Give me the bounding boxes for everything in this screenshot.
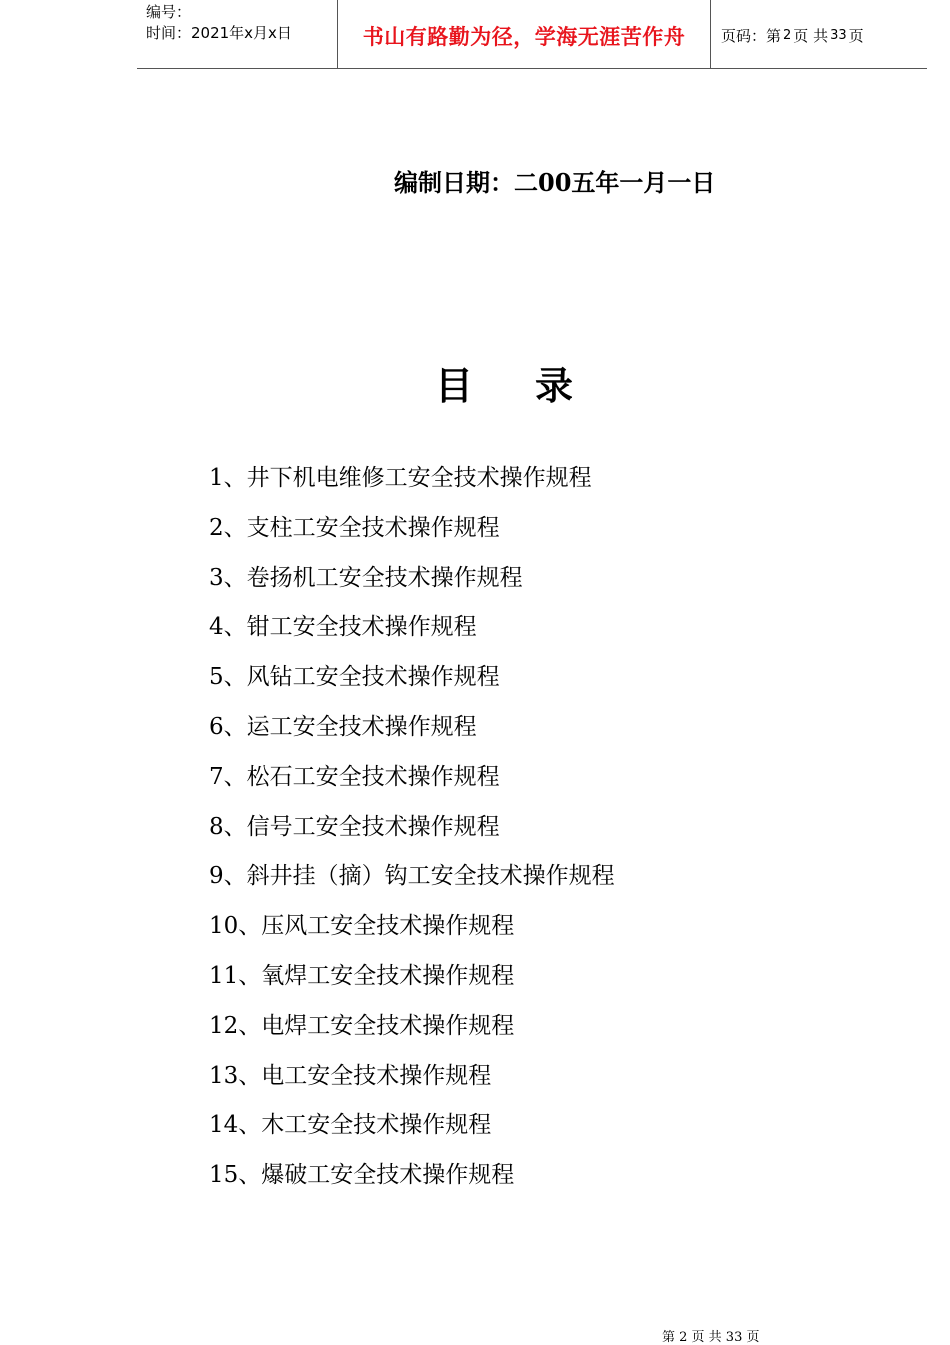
toc-item[interactable]: 6、运工安全技术操作规程 (209, 713, 477, 740)
toc-item[interactable]: 12、电焊工安全技术操作规程 (209, 1012, 515, 1039)
document-time: 时间：2021年x月x日 (146, 24, 292, 42)
toc-item[interactable]: 4、钳工安全技术操作规程 (209, 614, 477, 641)
toc-title: 目录 (434, 363, 635, 408)
page-header (137, 0, 927, 69)
toc-item[interactable]: 5、风钻工安全技术操作规程 (209, 664, 500, 691)
page-footer: 第 2 页 共 33 页 (662, 1330, 760, 1345)
page-prefix: 页码：第 (721, 26, 782, 45)
page-total: 33 (830, 27, 847, 43)
toc-item[interactable]: 11、氧焊工安全技术操作规程 (209, 962, 515, 989)
toc-item[interactable]: 3、卷扬机工安全技术操作规程 (209, 564, 523, 591)
toc-item[interactable]: 10、压风工安全技术操作规程 (209, 913, 515, 940)
header-page-info (711, 0, 927, 68)
toc-item[interactable]: 14、木工安全技术操作规程 (209, 1112, 492, 1139)
document-number: 编号： (146, 3, 192, 21)
toc-item[interactable]: 8、信号工安全技术操作规程 (209, 813, 500, 840)
toc-item[interactable]: 9、斜井挂（摘）钩工安全技术操作规程 (209, 863, 615, 890)
toc-item[interactable]: 1、井下机电维修工安全技术操作规程 (209, 465, 592, 491)
compile-date: 编制日期：二00五年一月一日 (394, 168, 716, 197)
header-motto: 书山有路勤为径，学海无涯苦作舟 (338, 0, 711, 68)
toc-item[interactable]: 15、爆破工安全技术操作规程 (209, 1162, 515, 1189)
page-mid: 页 共 (793, 26, 829, 45)
toc-item[interactable]: 7、松石工安全技术操作规程 (209, 763, 500, 790)
toc-item[interactable]: 2、支柱工安全技术操作规程 (209, 514, 500, 541)
page-suffix: 页 (848, 26, 864, 45)
toc-item[interactable]: 13、电工安全技术操作规程 (209, 1062, 492, 1089)
table-of-contents (209, 460, 615, 1207)
page-current: 2 (783, 27, 792, 43)
header-meta (137, 0, 338, 68)
